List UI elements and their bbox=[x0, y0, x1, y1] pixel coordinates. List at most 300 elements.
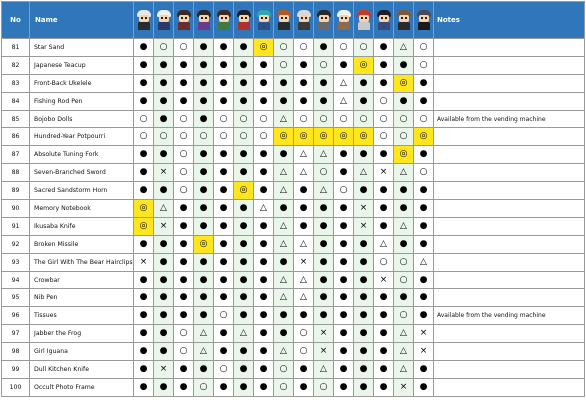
reaction-mark: ○ bbox=[274, 361, 294, 379]
reaction-mark: ● bbox=[134, 271, 154, 289]
reaction-mark: ● bbox=[314, 200, 334, 218]
reaction-mark: ● bbox=[394, 182, 414, 200]
reaction-mark: × bbox=[134, 253, 154, 271]
reaction-mark: ● bbox=[194, 110, 214, 128]
item-name: Bojobo Dolls bbox=[30, 110, 134, 128]
reaction-mark: ○ bbox=[214, 110, 234, 128]
character-2-icon bbox=[155, 10, 173, 30]
reaction-mark: ● bbox=[314, 307, 334, 325]
reaction-mark: ○ bbox=[334, 182, 354, 200]
reaction-mark: △ bbox=[274, 164, 294, 182]
reaction-mark: ● bbox=[134, 307, 154, 325]
row-number: 82 bbox=[2, 56, 30, 74]
reaction-mark: × bbox=[154, 217, 174, 235]
reaction-mark: ● bbox=[334, 289, 354, 307]
reaction-mark: ● bbox=[214, 182, 234, 200]
item-notes bbox=[434, 253, 585, 271]
reaction-mark: △ bbox=[274, 343, 294, 361]
reaction-mark: ● bbox=[134, 56, 154, 74]
reaction-mark: ● bbox=[134, 361, 154, 379]
reaction-mark: △ bbox=[294, 164, 314, 182]
reaction-mark: ● bbox=[274, 253, 294, 271]
reaction-mark: △ bbox=[294, 271, 314, 289]
reaction-mark: ○ bbox=[174, 110, 194, 128]
row-number: 89 bbox=[2, 182, 30, 200]
table-row bbox=[2, 39, 585, 57]
reaction-mark: ● bbox=[214, 164, 234, 182]
reaction-mark: ◎ bbox=[354, 56, 374, 74]
reaction-mark: ● bbox=[394, 200, 414, 218]
reaction-mark: ● bbox=[274, 325, 294, 343]
reaction-mark: ○ bbox=[234, 128, 254, 146]
reaction-mark: ● bbox=[134, 343, 154, 361]
item-notes bbox=[434, 74, 585, 92]
row-number: 84 bbox=[2, 92, 30, 110]
reaction-mark: ● bbox=[254, 56, 274, 74]
reaction-mark: ● bbox=[234, 56, 254, 74]
reaction-mark: ● bbox=[374, 378, 394, 396]
reaction-mark: ● bbox=[414, 235, 434, 253]
reaction-mark: △ bbox=[314, 361, 334, 379]
reaction-mark: ● bbox=[174, 92, 194, 110]
reaction-mark: ● bbox=[154, 289, 174, 307]
reaction-mark: ● bbox=[414, 271, 434, 289]
character-14-icon bbox=[395, 10, 413, 30]
reaction-mark: ○ bbox=[274, 39, 294, 57]
reaction-mark: ● bbox=[374, 217, 394, 235]
row-number: 97 bbox=[2, 325, 30, 343]
reaction-mark: ○ bbox=[174, 325, 194, 343]
reaction-mark: ● bbox=[354, 361, 374, 379]
reaction-mark: ◎ bbox=[394, 74, 414, 92]
reaction-mark: × bbox=[314, 325, 334, 343]
reaction-mark: ● bbox=[334, 235, 354, 253]
reaction-mark: △ bbox=[354, 164, 374, 182]
reaction-mark: ● bbox=[234, 289, 254, 307]
column-header-character-4 bbox=[194, 2, 214, 39]
column-header-no: No bbox=[2, 2, 30, 39]
reaction-mark: ● bbox=[294, 217, 314, 235]
reaction-mark: ○ bbox=[354, 39, 374, 57]
reaction-mark: ○ bbox=[174, 182, 194, 200]
reaction-mark: × bbox=[154, 164, 174, 182]
row-number: 100 bbox=[2, 378, 30, 396]
reaction-mark: ○ bbox=[254, 110, 274, 128]
character-8-icon bbox=[275, 10, 293, 30]
table-row bbox=[2, 146, 585, 164]
reaction-mark: ● bbox=[194, 253, 214, 271]
item-name: Fishing Rod Pen bbox=[30, 92, 134, 110]
item-name: Broken Missile bbox=[30, 235, 134, 253]
reaction-mark: ◎ bbox=[314, 128, 334, 146]
reaction-mark: ● bbox=[214, 200, 234, 218]
reaction-mark: ● bbox=[174, 200, 194, 218]
table-row bbox=[2, 307, 585, 325]
reaction-mark: △ bbox=[394, 343, 414, 361]
reaction-mark: ● bbox=[174, 56, 194, 74]
reaction-mark: ● bbox=[354, 378, 374, 396]
reaction-mark: ● bbox=[194, 146, 214, 164]
reaction-mark: ● bbox=[354, 325, 374, 343]
gift-table bbox=[1, 1, 585, 397]
reaction-mark: ◎ bbox=[294, 128, 314, 146]
reaction-mark: ○ bbox=[294, 325, 314, 343]
row-number: 95 bbox=[2, 289, 30, 307]
reaction-mark: △ bbox=[274, 235, 294, 253]
reaction-mark: × bbox=[414, 343, 434, 361]
item-name: Absolute Tuning Fork bbox=[30, 146, 134, 164]
reaction-mark: ● bbox=[414, 182, 434, 200]
table-row bbox=[2, 74, 585, 92]
reaction-mark: ◎ bbox=[334, 128, 354, 146]
reaction-mark: △ bbox=[394, 361, 414, 379]
reaction-mark: ● bbox=[414, 74, 434, 92]
reaction-mark: ● bbox=[414, 92, 434, 110]
reaction-mark: ● bbox=[194, 307, 214, 325]
reaction-mark: × bbox=[374, 271, 394, 289]
item-name: Jabber the Frog bbox=[30, 325, 134, 343]
reaction-mark: ● bbox=[234, 235, 254, 253]
reaction-mark: ○ bbox=[374, 253, 394, 271]
reaction-mark: ● bbox=[374, 307, 394, 325]
reaction-mark: ● bbox=[154, 92, 174, 110]
reaction-mark: ● bbox=[154, 271, 174, 289]
table-row bbox=[2, 271, 585, 289]
item-name: Nib Pen bbox=[30, 289, 134, 307]
item-name: Memory Notebook bbox=[30, 200, 134, 218]
reaction-mark: ○ bbox=[314, 164, 334, 182]
table-row bbox=[2, 253, 585, 271]
reaction-mark: ● bbox=[274, 200, 294, 218]
table-row bbox=[2, 56, 585, 74]
reaction-mark: △ bbox=[314, 182, 334, 200]
reaction-mark: ● bbox=[294, 200, 314, 218]
reaction-mark: ● bbox=[194, 361, 214, 379]
reaction-mark: ● bbox=[194, 271, 214, 289]
item-notes bbox=[434, 271, 585, 289]
reaction-mark: ● bbox=[254, 289, 274, 307]
character-4-icon bbox=[195, 10, 213, 30]
reaction-mark: ○ bbox=[274, 378, 294, 396]
reaction-mark: ● bbox=[254, 307, 274, 325]
reaction-mark: ● bbox=[334, 343, 354, 361]
reaction-mark: ● bbox=[154, 307, 174, 325]
reaction-mark: ● bbox=[374, 182, 394, 200]
character-9-icon bbox=[295, 10, 313, 30]
reaction-mark: ● bbox=[394, 92, 414, 110]
reaction-mark: ○ bbox=[314, 56, 334, 74]
reaction-mark: ○ bbox=[394, 271, 414, 289]
character-15-icon bbox=[415, 10, 433, 30]
reaction-mark: ○ bbox=[214, 361, 234, 379]
reaction-mark: ● bbox=[214, 289, 234, 307]
reaction-mark: × bbox=[314, 343, 334, 361]
character-1-icon bbox=[135, 10, 153, 30]
reaction-mark: ● bbox=[354, 74, 374, 92]
reaction-mark: ● bbox=[254, 182, 274, 200]
item-name: Front-Back Ukelele bbox=[30, 74, 134, 92]
reaction-mark: ● bbox=[214, 74, 234, 92]
character-12-icon bbox=[355, 10, 373, 30]
reaction-mark: ○ bbox=[174, 128, 194, 146]
reaction-mark: ● bbox=[254, 343, 274, 361]
table-row bbox=[2, 343, 585, 361]
reaction-mark: ● bbox=[414, 289, 434, 307]
reaction-mark: ● bbox=[194, 164, 214, 182]
reaction-mark: ○ bbox=[354, 110, 374, 128]
reaction-mark: ● bbox=[134, 92, 154, 110]
row-number: 86 bbox=[2, 128, 30, 146]
item-notes: Available from the vending machine bbox=[434, 110, 585, 128]
item-name: Tissues bbox=[30, 307, 134, 325]
item-notes bbox=[434, 128, 585, 146]
reaction-mark: ● bbox=[154, 253, 174, 271]
reaction-mark: ○ bbox=[154, 128, 174, 146]
reaction-mark: ● bbox=[314, 271, 334, 289]
reaction-mark: ● bbox=[134, 146, 154, 164]
reaction-mark: × bbox=[414, 325, 434, 343]
item-name: Girl Iguana bbox=[30, 343, 134, 361]
reaction-mark: × bbox=[354, 200, 374, 218]
reaction-mark: ● bbox=[234, 146, 254, 164]
reaction-mark: ○ bbox=[134, 128, 154, 146]
reaction-mark: ● bbox=[294, 378, 314, 396]
reaction-mark: ○ bbox=[414, 39, 434, 57]
reaction-mark: ● bbox=[354, 92, 374, 110]
reaction-mark: ● bbox=[314, 92, 334, 110]
reaction-mark: ● bbox=[314, 39, 334, 57]
row-number: 94 bbox=[2, 271, 30, 289]
reaction-mark: △ bbox=[334, 74, 354, 92]
reaction-mark: ○ bbox=[234, 110, 254, 128]
reaction-mark: ● bbox=[354, 146, 374, 164]
reaction-mark: ● bbox=[334, 378, 354, 396]
table-row bbox=[2, 325, 585, 343]
item-name: Hundred-Year Potpourri bbox=[30, 128, 134, 146]
reaction-mark: ● bbox=[234, 307, 254, 325]
reaction-mark: ● bbox=[334, 253, 354, 271]
reaction-mark: ● bbox=[154, 378, 174, 396]
row-number: 85 bbox=[2, 110, 30, 128]
reaction-mark: ● bbox=[374, 343, 394, 361]
header-row bbox=[2, 2, 585, 39]
reaction-mark: △ bbox=[154, 200, 174, 218]
reaction-mark: ● bbox=[174, 378, 194, 396]
reaction-mark: ◎ bbox=[254, 39, 274, 57]
reaction-mark: ● bbox=[414, 146, 434, 164]
reaction-mark: ● bbox=[314, 235, 334, 253]
character-13-icon bbox=[375, 10, 393, 30]
column-header-character-6 bbox=[234, 2, 254, 39]
row-number: 90 bbox=[2, 200, 30, 218]
reaction-mark: △ bbox=[274, 289, 294, 307]
reaction-mark: ○ bbox=[294, 39, 314, 57]
reaction-mark: ● bbox=[394, 289, 414, 307]
reaction-mark: ● bbox=[374, 39, 394, 57]
reaction-mark: ○ bbox=[394, 253, 414, 271]
reaction-mark: ● bbox=[234, 361, 254, 379]
reaction-mark: ● bbox=[154, 74, 174, 92]
reaction-mark: ● bbox=[214, 271, 234, 289]
item-name: Sacred Sandstorm Horn bbox=[30, 182, 134, 200]
gift-table-body bbox=[2, 39, 585, 397]
column-header-character-13 bbox=[374, 2, 394, 39]
reaction-mark: ● bbox=[214, 235, 234, 253]
reaction-mark: △ bbox=[274, 217, 294, 235]
item-name: Occult Photo Frame bbox=[30, 378, 134, 396]
reaction-mark: △ bbox=[274, 110, 294, 128]
reaction-mark: ◎ bbox=[194, 235, 214, 253]
reaction-mark: ● bbox=[354, 343, 374, 361]
character-10-icon bbox=[315, 10, 333, 30]
reaction-mark: ○ bbox=[174, 146, 194, 164]
reaction-mark: ● bbox=[134, 289, 154, 307]
item-notes bbox=[434, 378, 585, 396]
reaction-mark: ● bbox=[314, 217, 334, 235]
row-number: 87 bbox=[2, 146, 30, 164]
reaction-mark: ○ bbox=[394, 128, 414, 146]
reaction-mark: ● bbox=[194, 74, 214, 92]
reaction-mark: ● bbox=[194, 200, 214, 218]
reaction-mark: ● bbox=[134, 164, 154, 182]
reaction-mark: ◎ bbox=[274, 128, 294, 146]
reaction-mark: ○ bbox=[394, 307, 414, 325]
column-header-name: Name bbox=[30, 2, 134, 39]
reaction-mark: △ bbox=[274, 182, 294, 200]
reaction-mark: ● bbox=[254, 74, 274, 92]
reaction-mark: ● bbox=[414, 361, 434, 379]
row-number: 99 bbox=[2, 361, 30, 379]
reaction-mark: ○ bbox=[314, 378, 334, 396]
reaction-mark: ● bbox=[194, 289, 214, 307]
reaction-mark: ● bbox=[274, 146, 294, 164]
reaction-mark: ● bbox=[394, 56, 414, 74]
reaction-mark: △ bbox=[294, 235, 314, 253]
reaction-mark: ● bbox=[194, 39, 214, 57]
reaction-mark: ● bbox=[414, 217, 434, 235]
reaction-mark: △ bbox=[274, 271, 294, 289]
item-notes bbox=[434, 146, 585, 164]
item-notes bbox=[434, 361, 585, 379]
character-3-icon bbox=[175, 10, 193, 30]
reaction-mark: ● bbox=[154, 235, 174, 253]
column-header-character-2 bbox=[154, 2, 174, 39]
reaction-mark: ◎ bbox=[134, 200, 154, 218]
reaction-mark: ● bbox=[354, 289, 374, 307]
reaction-mark: △ bbox=[254, 200, 274, 218]
reaction-mark: ● bbox=[274, 307, 294, 325]
reaction-mark: ○ bbox=[194, 378, 214, 396]
table-row bbox=[2, 200, 585, 218]
reaction-mark: ● bbox=[334, 200, 354, 218]
reaction-mark: ● bbox=[254, 253, 274, 271]
reaction-mark: × bbox=[394, 378, 414, 396]
item-notes: Available from the vending machine bbox=[434, 307, 585, 325]
reaction-mark: ● bbox=[354, 235, 374, 253]
reaction-mark: ● bbox=[234, 378, 254, 396]
reaction-mark: ● bbox=[294, 92, 314, 110]
reaction-mark: ● bbox=[174, 361, 194, 379]
row-number: 92 bbox=[2, 235, 30, 253]
item-notes bbox=[434, 217, 585, 235]
reaction-mark: △ bbox=[394, 164, 414, 182]
reaction-mark: ● bbox=[334, 217, 354, 235]
reaction-mark: ● bbox=[174, 253, 194, 271]
reaction-mark: ○ bbox=[374, 110, 394, 128]
reaction-mark: ● bbox=[414, 200, 434, 218]
reaction-mark: ● bbox=[154, 343, 174, 361]
column-header-character-11 bbox=[334, 2, 354, 39]
reaction-mark: ● bbox=[374, 146, 394, 164]
row-number: 93 bbox=[2, 253, 30, 271]
reaction-mark: ● bbox=[354, 307, 374, 325]
reaction-mark: ● bbox=[234, 271, 254, 289]
reaction-mark: ● bbox=[234, 164, 254, 182]
reaction-mark: ● bbox=[174, 271, 194, 289]
reaction-mark: ● bbox=[134, 325, 154, 343]
row-number: 98 bbox=[2, 343, 30, 361]
reaction-mark: ● bbox=[154, 110, 174, 128]
reaction-mark: ● bbox=[174, 217, 194, 235]
reaction-mark: ● bbox=[214, 253, 234, 271]
reaction-mark: ◎ bbox=[134, 217, 154, 235]
reaction-mark: ● bbox=[194, 56, 214, 74]
column-header-character-1 bbox=[134, 2, 154, 39]
reaction-mark: △ bbox=[414, 253, 434, 271]
table-row bbox=[2, 110, 585, 128]
table-row bbox=[2, 128, 585, 146]
reaction-mark: × bbox=[294, 253, 314, 271]
item-name: Dull Kitchen Knife bbox=[30, 361, 134, 379]
reaction-mark: ○ bbox=[414, 110, 434, 128]
column-header-character-7 bbox=[254, 2, 274, 39]
reaction-mark: ○ bbox=[174, 343, 194, 361]
reaction-mark: ● bbox=[214, 92, 234, 110]
reaction-mark: ● bbox=[214, 343, 234, 361]
reaction-mark: ● bbox=[154, 146, 174, 164]
row-number: 81 bbox=[2, 39, 30, 57]
reaction-mark: △ bbox=[374, 235, 394, 253]
reaction-mark: ● bbox=[234, 200, 254, 218]
reaction-mark: ○ bbox=[374, 128, 394, 146]
reaction-mark: ● bbox=[394, 235, 414, 253]
reaction-mark: ● bbox=[334, 56, 354, 74]
reaction-mark: △ bbox=[394, 325, 414, 343]
reaction-mark: ● bbox=[274, 74, 294, 92]
reaction-mark: ● bbox=[414, 307, 434, 325]
reaction-mark: ● bbox=[214, 146, 234, 164]
reaction-mark: ● bbox=[374, 361, 394, 379]
item-notes bbox=[434, 92, 585, 110]
reaction-mark: ○ bbox=[174, 164, 194, 182]
reaction-mark: ◎ bbox=[394, 146, 414, 164]
reaction-mark: ● bbox=[254, 164, 274, 182]
reaction-mark: ○ bbox=[394, 110, 414, 128]
column-header-character-8 bbox=[274, 2, 294, 39]
reaction-mark: ● bbox=[354, 253, 374, 271]
reaction-mark: ● bbox=[214, 217, 234, 235]
reaction-mark: ● bbox=[254, 92, 274, 110]
reaction-mark: ○ bbox=[214, 128, 234, 146]
column-header-character-5 bbox=[214, 2, 234, 39]
reaction-mark: △ bbox=[194, 325, 214, 343]
reaction-mark: ● bbox=[374, 200, 394, 218]
reaction-mark: ● bbox=[334, 307, 354, 325]
reaction-mark: ○ bbox=[254, 128, 274, 146]
character-7-icon bbox=[255, 10, 273, 30]
table-row bbox=[2, 289, 585, 307]
reaction-mark: △ bbox=[294, 289, 314, 307]
